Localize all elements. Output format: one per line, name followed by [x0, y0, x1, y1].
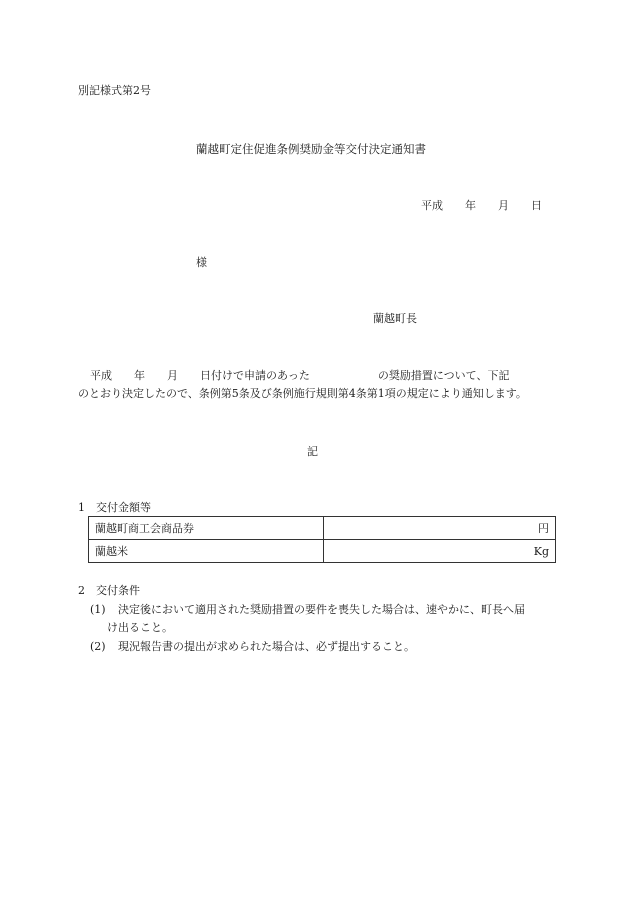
ki-label: 記: [307, 445, 318, 458]
condition-1-line-2: け出ること。: [107, 621, 173, 634]
row-unit: 円: [324, 517, 556, 540]
issue-date: [421, 199, 542, 213]
date-era: 平成: [421, 199, 443, 212]
body-line-1: [90, 369, 509, 383]
condition-2-line-1: 現況報告書の提出が求められた場合は、必ず提出すること。: [118, 640, 415, 653]
body-line-2: のとおり決定したので、条例第5条及び条例施行規則第4条第1項の規定により通知します。: [78, 387, 527, 400]
amount-table: [88, 516, 556, 563]
table-row: [89, 540, 556, 563]
section-2-heading: 2 交付条件: [78, 584, 140, 597]
date-day: 日: [531, 199, 542, 212]
section-1-heading: 1 交付金額等: [78, 501, 151, 514]
row-unit: Kg: [324, 540, 556, 563]
condition-2-number: (2): [90, 640, 106, 653]
condition-1-number: (1): [90, 603, 106, 616]
issuer: 蘭越町長: [373, 312, 417, 325]
date-month: 月: [498, 199, 509, 212]
body-month: 月: [167, 369, 178, 382]
condition-1-line-1: 決定後において適用された奨励措置の要件を喪失した場合は、速やかに、町長へ届: [118, 603, 525, 616]
document-title: 蘭越町定住促進条例奨励金等交付決定通知書: [196, 142, 426, 156]
date-year: 年: [465, 199, 476, 212]
table-row: [89, 517, 556, 540]
row-label: 蘭越町商工会商品券: [89, 517, 324, 540]
row-label: 蘭越米: [89, 540, 324, 563]
body-text-b: の奨励措置について、下記: [377, 369, 510, 382]
addressee-suffix: 様: [196, 256, 207, 269]
form-number: 別記様式第2号: [78, 84, 151, 97]
body-year: 年: [134, 369, 145, 382]
body-era: 平成: [90, 369, 112, 382]
body-text-a: 日付けで申請のあった: [200, 369, 310, 382]
